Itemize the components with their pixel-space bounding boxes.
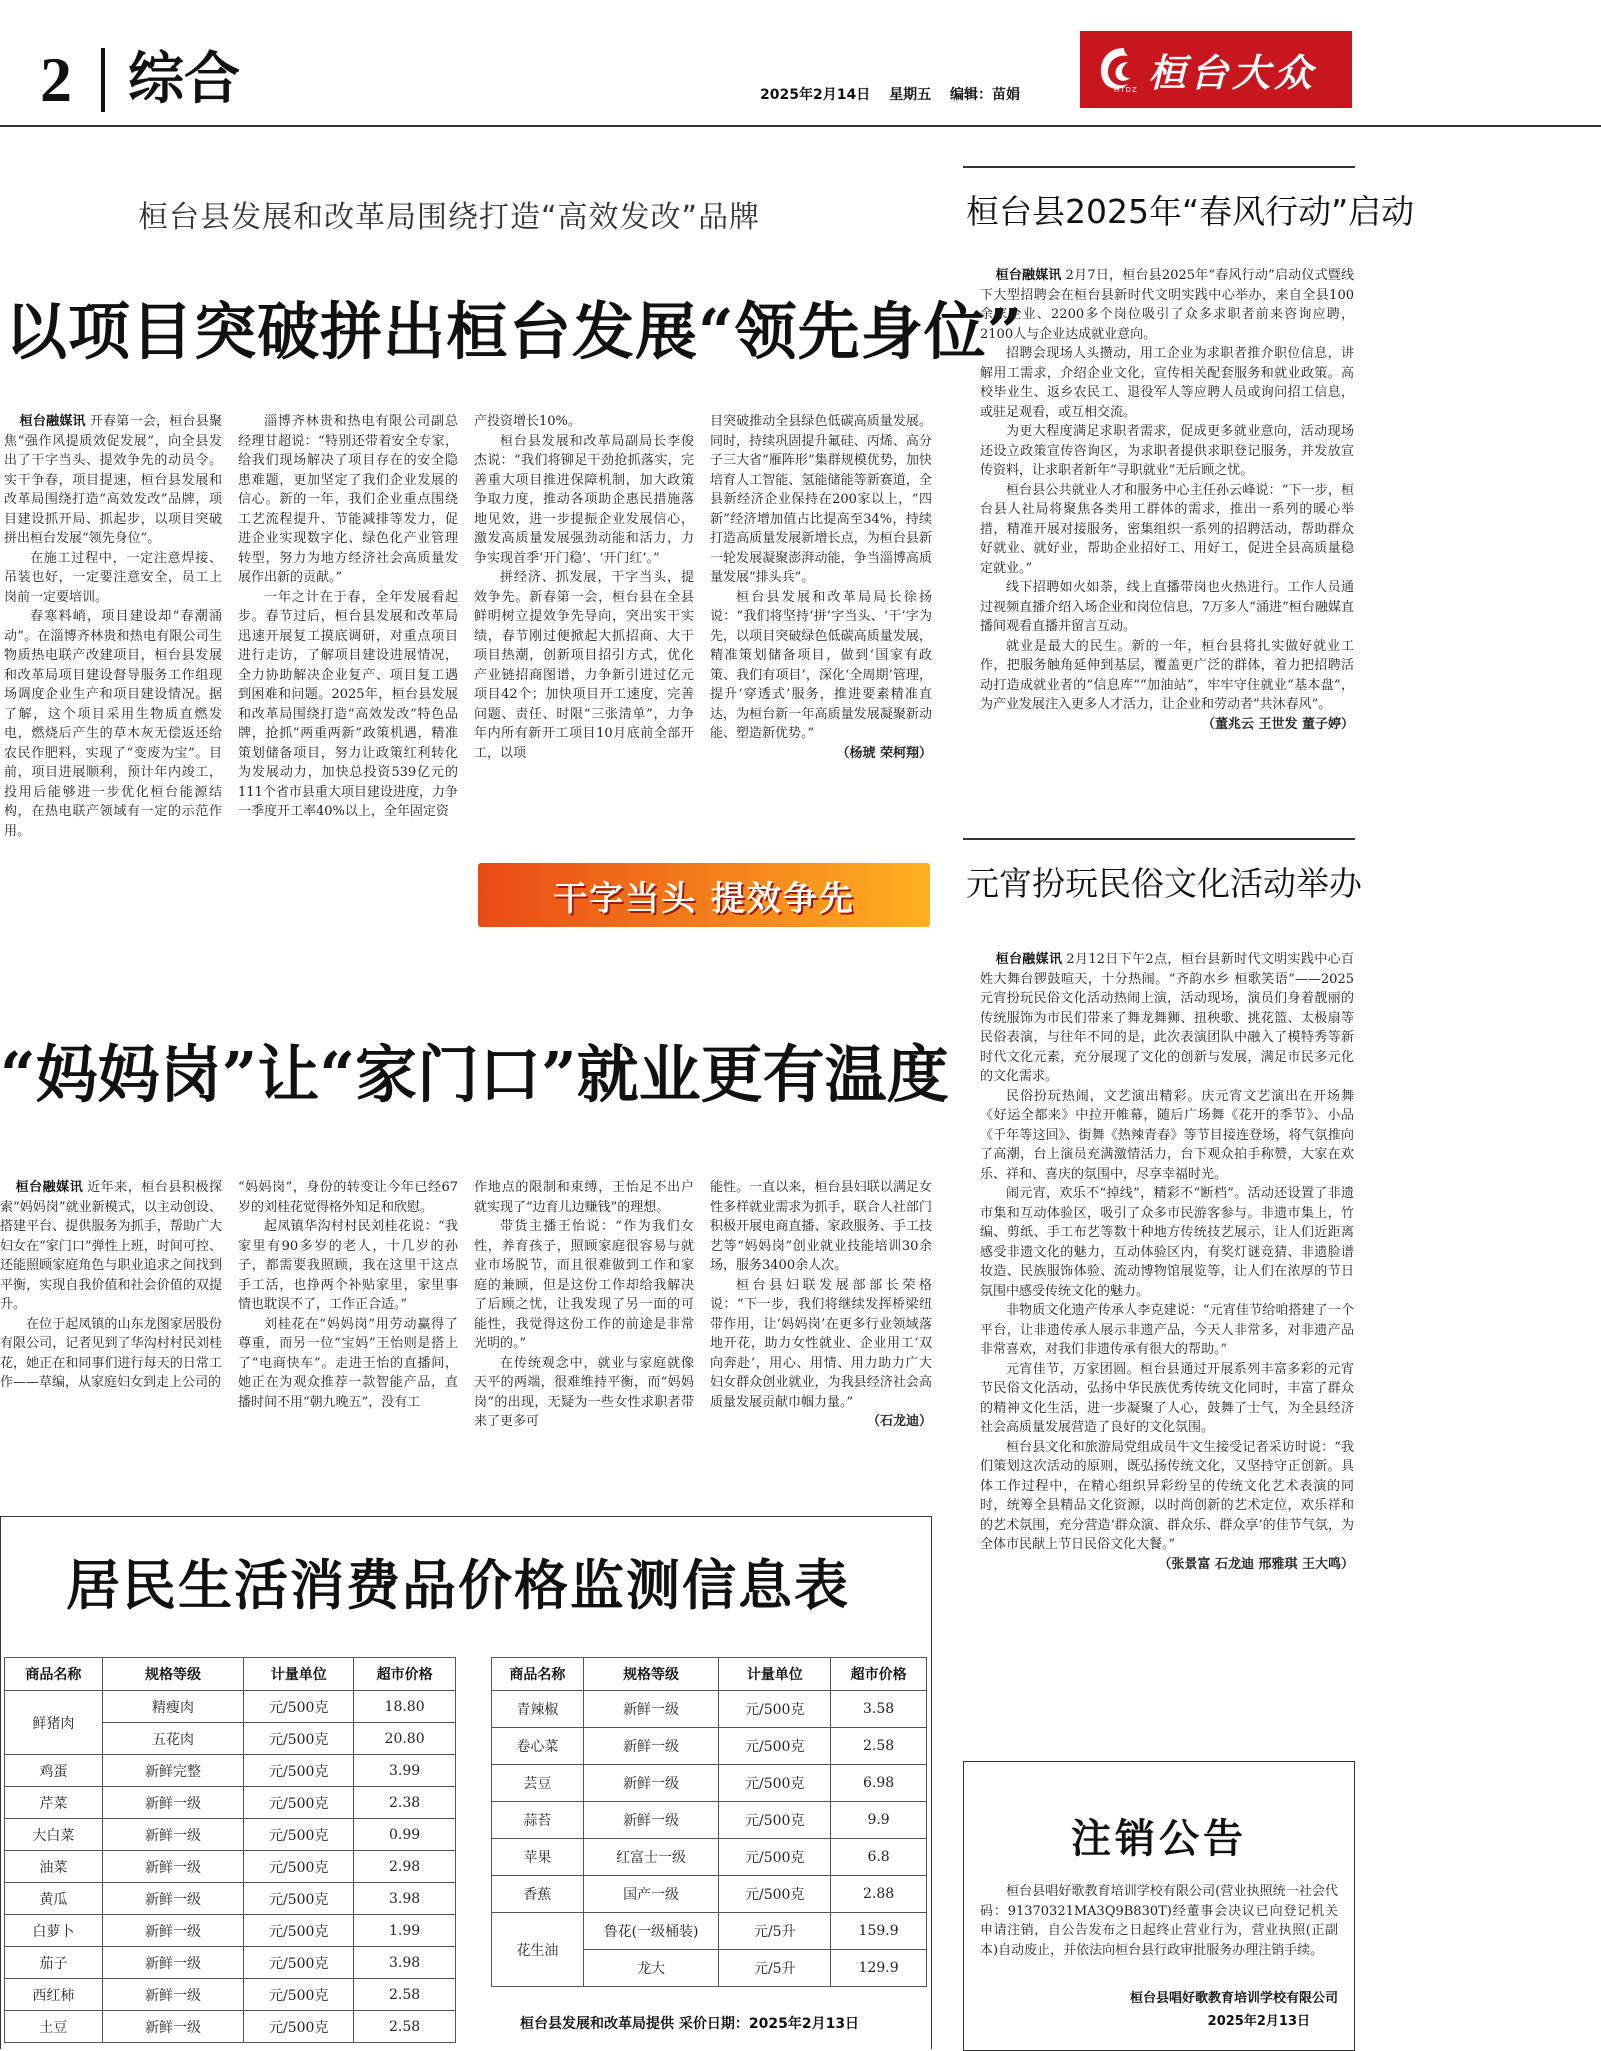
column-header: 计量单位 — [244, 1658, 354, 1691]
story3-headline: 桓台县2025年“春风行动”启动 — [966, 192, 1415, 231]
table-row — [492, 1876, 927, 1913]
item-name: 白萝卜 — [5, 1915, 103, 1947]
story4-top-rule — [963, 838, 1355, 840]
price-table-left — [4, 1657, 456, 2043]
table-row — [5, 2011, 456, 2043]
paragraph: 在施工过程中，一定注意焊接、吊装也好，一定要注意安全，员工上岗前一定要培训。 — [4, 550, 222, 605]
table-row — [5, 1883, 456, 1915]
item-unit: 元/500克 — [719, 1728, 831, 1765]
column-header: 规格等级 — [583, 1658, 719, 1691]
paragraph: 淄博齐林贵和热电有限公司副总经理甘超说：“特别还带着安全专家，给我们现场解决了项目存在的安全隐患难题，更加坚定了我们企业发展的信心。新的一年，我们企业重点围绕工艺流程提升、节能减排等发力，促进企业实现数字化、绿色化产业管理转型，努力为地方经济社会高质量发展作出新的贡献。” — [238, 414, 458, 585]
story1-headline: 以项目突破拼出桓台发展“领先身位” — [5, 295, 1024, 368]
item-name: 花生油 — [492, 1913, 584, 1987]
paragraph: 桓台县公共就业人才和服务中心主任孙云峰说：“下一步，桓台县人社局将聚焦各类用工群体的需求，推出一系列的暖心举措，精准开展对接服务，密集组织一系列的招聘活动，帮助群众好就业、就好业，帮助企业招好工、用好工，促进全县高质量稳定就业。” — [980, 482, 1354, 576]
item-spec: 新鲜一级 — [583, 1728, 719, 1765]
newspaper-logo — [1080, 31, 1352, 108]
paragraph: 在传统观念中，就业与家庭就像天平的两端，很难维持平衡，而“妈妈岗”的出现，无疑为一些女性求职者带来了更多可 — [474, 1355, 694, 1429]
item-name: 茄子 — [5, 1947, 103, 1979]
story3-body — [980, 266, 1354, 734]
item-spec: 新鲜一级 — [102, 1979, 244, 2011]
story1-column-2 — [238, 412, 458, 822]
paragraph: 在位于起凤镇的山东龙图家居股份有限公司，记者见到了华沟村村民刘桂花，她正在和同事们进行每天的日常工作——草编，从家庭妇女到走上公司的 — [0, 1316, 222, 1390]
paragraph: 起凤镇华沟村村民刘桂花说：“我家里有90多岁的老人，十几岁的孙子，都需要我照顾，我在这里干这点手工活，也挣两个补贴家里，家里事情也耽误不了，工作正合适。” — [238, 1219, 458, 1312]
source-tag: 桓台融媒讯 — [995, 952, 1063, 967]
item-unit: 元/500克 — [244, 2011, 354, 2043]
paragraph: 桓台县文化和旅游局党组成员牛文生接受记者采访时说：“我们策划这次活动的原则，既弘扬传统文化，又坚持守正创新。具体工作过程中，在精心组织异彩纷呈的传统文化艺术表演的同时，统筹全县精品文化资源，以时尚创新的艺术定位，欢乐祥和的艺术氛围，充分营造‘群众演、群众乐、群众享’的佳节气氛，为全体市民献上节日民俗文化大餐。” — [980, 1439, 1354, 1552]
table-header-row — [5, 1658, 456, 1691]
column-header: 商品名称 — [5, 1658, 103, 1691]
byline: （张景富 石龙迪 邢雅琪 王大鸣） — [1158, 1556, 1354, 1572]
paragraph: 一年之计在于春，全年发展看起步。春节过后，桓台县发展和改革局迅速开展复工摸底调研，对重点项目进行走访，了解项目建设进展情况，全力协助解决企业复产、项目复工遇到困难和问题。2025年，桓台县发展和改革局围绕打造“高效发改”特色品牌，抢抓“两重两新”政策机遇，精准策划储备项目，努力让政策红利转化为发展动力，加快总投资539亿元的111个省市县重大项目建设进度，力争一季度开工率40%以上，全年固定资 — [238, 589, 458, 819]
item-price: 2.58 — [831, 1728, 927, 1765]
paragraph: 产投资增长10%。 — [474, 414, 581, 429]
table-row — [492, 1765, 927, 1802]
column-header: 超市价格 — [354, 1658, 456, 1691]
byline: （石龙迪） — [866, 1414, 932, 1429]
story3-top-rule — [963, 166, 1355, 168]
story4-body — [980, 950, 1354, 1574]
table-row — [5, 1915, 456, 1947]
item-spec: 鲁花(一级桶装) — [583, 1913, 719, 1950]
table-row — [5, 1979, 456, 2011]
column-header: 商品名称 — [492, 1658, 584, 1691]
header-rule — [0, 125, 1601, 127]
story1-column-3 — [474, 412, 694, 763]
editor: 编辑：苗娟 — [949, 87, 1020, 103]
paragraph: 带货主播王怡说：“作为我们女性，养育孩子，照顾家庭很容易与就业市场脱节，而且很难做到工作和家庭的兼顾，但是这份工作却给我解决了后顾之忧，让我发现了另一面的可能性，我觉得这份工作的前途是非常光明的。” — [474, 1219, 694, 1351]
item-name: 卷心菜 — [492, 1728, 584, 1765]
item-spec: 龙大 — [583, 1950, 719, 1987]
item-unit: 元/500克 — [244, 1851, 354, 1883]
item-unit: 元/500克 — [244, 1979, 354, 2011]
item-price: 2.88 — [831, 1876, 927, 1913]
paragraph: 桓台县发展和改革局局长徐扬说：“我们将坚持‘拼’字当头、‘干’字为先，以项目突破绿色低碳高质量发展，精准策划储备项目，做到‘国家有政策、我们有项目’，深化‘全周期’管理，提升‘穿透式’服务，推进要素精准直达，为桓台新一年高质量发展凝聚新动能、塑造新优势。” — [710, 589, 932, 741]
item-name: 芹菜 — [5, 1787, 103, 1819]
paragraph: 作地点的限制和束缚，王怡足不出户就实现了“边育儿边赚钱”的理想。 — [474, 1180, 694, 1215]
story2-column-2 — [238, 1178, 458, 1412]
section-title: 综合 — [128, 47, 240, 112]
item-spec: 新鲜一级 — [102, 2011, 244, 2043]
item-price: 129.9 — [831, 1950, 927, 1987]
table-header-row — [492, 1658, 927, 1691]
item-unit: 元/500克 — [244, 1883, 354, 1915]
slogan-banner — [478, 863, 930, 927]
item-price: 2.58 — [354, 2011, 456, 2043]
issue-weekday: 星期五 — [889, 87, 932, 103]
item-name: 西红柿 — [5, 1979, 103, 2011]
item-price: 3.98 — [354, 1883, 456, 1915]
item-unit: 元/500克 — [244, 1915, 354, 1947]
item-spec: 新鲜一级 — [102, 1947, 244, 1979]
paragraph: 目突破推动全县绿色低碳高质量发展。同时，持续巩固提升氟硅、丙烯、高分子三大省“雁阵形”集群规模优势，加快培育人工智能、氢能储能等新赛道，全县新经济企业保持在200家以上，“四新”经济增加值占比提高至34%，持续打造高质量发展新增长点，为桓台县新一轮发展凝聚澎湃动能，争当淄博高质量发展“排头兵”。 — [710, 414, 932, 585]
item-name: 芸豆 — [492, 1765, 584, 1802]
item-spec: 新鲜一级 — [583, 1765, 719, 1802]
item-spec: 红富士一级 — [583, 1839, 719, 1876]
item-name: 蒜苔 — [492, 1802, 584, 1839]
source-tag: 桓台融媒讯 — [995, 268, 1062, 283]
paragraph: 刘桂花在“妈妈岗”用劳动赢得了尊重，而另一位“宝妈”王怡则是搭上了“电商快车”。走进王怡的直播间，她正在为观众推荐一款智能产品，直播时间不用“朝九晚五”，没有工 — [238, 1316, 458, 1410]
table-row — [5, 1691, 456, 1723]
logo-swirl-icon — [1094, 40, 1140, 100]
paragraph: 春寒料峭，项目建设却“春潮涌动”。在淄博齐林贵和热电有限公司生物质热电联产改建项目，桓台县发展和改革局项目建设督导服务工作组现场调度企业生产和项目建设情况。据了解，这个项目采用生物质直燃发电，燃烧后产生的草木灰无偿返还给农民作肥料，实现了“变废为宝”。目前，项目进展顺利，预计年内竣工，投用后能够进一步优化桓台能源结构，在热电联产领域有一定的示范作用。 — [4, 609, 222, 839]
item-spec: 精瘦肉 — [102, 1691, 244, 1723]
item-name: 黄瓜 — [5, 1883, 103, 1915]
table-row — [492, 1691, 927, 1728]
item-unit: 元/500克 — [719, 1765, 831, 1802]
paragraph: “妈妈岗”，身份的转变让今年已经67岁的刘桂花觉得格外知足和欣慰。 — [238, 1180, 458, 1215]
notice-date: 2025年2月13日 — [1207, 2014, 1310, 2029]
item-unit: 元/500克 — [719, 1691, 831, 1728]
item-name: 大白菜 — [5, 1819, 103, 1851]
item-price: 3.58 — [831, 1691, 927, 1728]
item-name: 鲜猪肉 — [5, 1691, 103, 1755]
item-spec: 新鲜一级 — [583, 1802, 719, 1839]
column-header: 规格等级 — [102, 1658, 244, 1691]
item-name: 苹果 — [492, 1839, 584, 1876]
item-price: 6.8 — [831, 1839, 927, 1876]
item-unit: 元/500克 — [244, 1755, 354, 1787]
story4-headline: 元宵扮玩民俗文化活动举办 — [966, 864, 1362, 903]
table-row — [5, 1851, 456, 1883]
issue-date: 2025年2月14日 — [760, 87, 871, 103]
price-table-right — [491, 1657, 927, 1987]
column-header: 超市价格 — [831, 1658, 927, 1691]
item-unit: 元/500克 — [244, 1723, 354, 1755]
header-divider — [101, 48, 105, 112]
story2-headline: “妈妈岗”让“家门口”就业更有温度 — [0, 1038, 949, 1111]
item-spec: 国产一级 — [583, 1876, 719, 1913]
source-tag: 桓台融媒讯 — [19, 414, 86, 429]
notice-body — [980, 1882, 1338, 1960]
table-row — [492, 1728, 927, 1765]
story2-column-1 — [0, 1178, 222, 1393]
price-table-source: 桓台县发展和改革局提供 采价日期：2025年2月13日 — [520, 2016, 860, 2032]
item-spec: 新鲜一级 — [102, 1851, 244, 1883]
item-price: 159.9 — [831, 1913, 927, 1950]
table-row — [5, 1947, 456, 1979]
item-unit: 元/5升 — [719, 1913, 831, 1950]
paragraph: 桓台县发展和改革局副局长李俊杰说：“我们将铆足干劲抢抓落实，完善重大项目推进保障机制，加大政策争取力度，推动各项助企惠民措施落地见效，进一步提振企业发展信心，激发高质量发展强劲动能和活力，力争实现首季‘开门稳’、‘开门红’。” — [474, 433, 694, 566]
table-row — [5, 1755, 456, 1787]
item-name: 土豆 — [5, 2011, 103, 2043]
item-spec: 新鲜一级 — [102, 1883, 244, 1915]
item-price: 2.58 — [354, 1979, 456, 2011]
item-price: 18.80 — [354, 1691, 456, 1723]
table-row — [5, 1819, 456, 1851]
paragraph: 能性。一直以来，桓台县妇联以满足女性多样就业需求为抓手，联合人社部门积极开展电商直播、家政服务、手工技艺等“妈妈岗”创业就业技能培训30余场，服务3400余人次。 — [710, 1180, 932, 1273]
header-info — [760, 84, 1034, 104]
notice-title: 注销公告 — [1071, 1816, 1247, 1862]
item-spec: 新鲜一级 — [583, 1691, 719, 1728]
item-unit: 元/500克 — [719, 1802, 831, 1839]
item-unit: 元/500克 — [719, 1839, 831, 1876]
paragraph: 拼经济、抓发展，干字当头，提效争先。新春第一会，桓台县在全县鲜明树立提效争先导向，突出实干实绩，春节刚过便掀起大抓招商、大干项目热潮，创新项目招引方式，优化产业链招商图谱，力争新引进过亿元项目42个；加快项目开工速度，完善问题、责任、时限“三张清单”，力争年内所有新开工项目10月底前全部开工，以项 — [474, 570, 694, 761]
item-price: 9.9 — [831, 1802, 927, 1839]
notice-organization: 桓台县唱好歌教育培训学校有限公司 — [1129, 1991, 1338, 2006]
item-price: 20.80 — [354, 1723, 456, 1755]
item-price: 2.98 — [354, 1851, 456, 1883]
table-row — [5, 1787, 456, 1819]
item-price: 0.99 — [354, 1819, 456, 1851]
item-spec: 新鲜一级 — [102, 1915, 244, 1947]
table-row — [492, 1913, 927, 1950]
item-spec: 新鲜一级 — [102, 1819, 244, 1851]
story2-column-3 — [474, 1178, 694, 1432]
item-price: 3.98 — [354, 1947, 456, 1979]
item-unit: 元/500克 — [719, 1876, 831, 1913]
item-price: 2.38 — [354, 1787, 456, 1819]
paragraph: 桓台县妇联发展部部长荣格说：“下一步，我们将继续发挥桥梁纽带作用，让‘妈妈岗’在更多行业领域落地开花，助力女性就业、企业用工‘双向奔赴’，用心、用情、用力助力广大妇女群众创业就业，为我县经济社会高质量发展贡献巾帼力量。” — [710, 1277, 932, 1410]
story1-column-1 — [4, 412, 222, 841]
column-header: 计量单位 — [719, 1658, 831, 1691]
paragraph: 桓台县唱好歌教育培训学校有限公司(营业执照统一社会代码：91370321MA3Q9B830T)经董事会决议已向登记机关申请注销，自公告发布之日起终止营业行为，营业执照(正副本)自动废止，并依法向桓台县行政审批服务办理注销手续。 — [980, 1884, 1338, 1958]
logo-subtext: HTDZ — [1114, 85, 1138, 94]
item-unit: 元/5升 — [719, 1950, 831, 1987]
item-name: 鸡蛋 — [5, 1755, 103, 1787]
slogan-text: 干字当头 提效争先 — [553, 878, 855, 919]
paragraph: 线下招聘如火如荼，线上直播带岗也火热进行。工作人员通过视频直播介绍入场企业和岗位信息，7万多人“涌进”桓台融媒直播间观看直播并留言互动。 — [980, 580, 1354, 634]
paragraph: 元宵佳节，万家团圆。桓台县通过开展系列丰富多彩的元宵节民俗文化活动，弘扬中华民族优秀传统文化同时，丰富了群众的精神文化生活，进一步凝聚了人心，鼓舞了士气，为全县经济社会高质量发展营造了良好的文化氛围。 — [980, 1361, 1354, 1435]
page-number: 2 — [40, 44, 72, 115]
price-table-title: 居民生活消费品价格监测信息表 — [66, 1553, 850, 1617]
item-name: 青辣椒 — [492, 1691, 584, 1728]
item-spec: 新鲜完整 — [102, 1755, 244, 1787]
paragraph: 就业是最大的民生。新的一年，桓台县将扎实做好就业工作，把服务触角延伸到基层，覆盖更广泛的群体，着力把招聘活动打造成就业者的“信息库”“加油站”，牢牢守住就业“基本盘”，为产业发展注入更多人才活力，让企业和劳动者“共沐春风”。 — [980, 638, 1354, 712]
paragraph: 非物质文化遗产传承人李克建说：“元宵佳节给咱搭建了一个平台，让非遗传承人展示非遗产品，今天人非常多，对非遗产品非常喜欢，对我们非遗传承有很大的帮助。” — [980, 1303, 1354, 1357]
item-name: 油菜 — [5, 1851, 103, 1883]
item-spec: 五花肉 — [102, 1723, 244, 1755]
item-unit: 元/500克 — [244, 1787, 354, 1819]
item-price: 3.99 — [354, 1755, 456, 1787]
story1-column-4 — [710, 412, 932, 763]
paragraph: 招聘会现场人头攒动，用工企业为求职者推介职位信息，讲解用工需求，介绍企业文化，宣传相关配套服务和就业政策。高校毕业生、返乡农民工、退役军人等应聘人员或询问招工信息，或驻足观看，或互相交流。 — [980, 346, 1354, 420]
paragraph: 桓台融媒讯 2月12日下午2点，桓台县新时代文明实践中心百姓大舞台锣鼓喧天，十分热闹。“齐韵水乡 桓歌笑语”——2025元宵扮玩民俗文化活动热闹上演，活动现场，演员们身着靓丽的传统服饰为市民们带来了舞龙舞狮、扭秧歌、挑花篮、太极扇等民俗表演，与往年不同的是，此次表演团队中融入了模特秀等新时代文化元素，充分展现了文化的创新与发展，满足市民多元化的文化需求。 — [980, 952, 1354, 1084]
paragraph: 桓台融媒讯 开春第一会，桓台县聚焦“强作风提质效促发展”，向全县发出了干字当头、提效争先的动员令。实干争春，项目提速，桓台县发展和改革局围绕打造“高效发改”品牌，项目建设抓开局、抓起步，以项目突破拼出桓台发展“领先身位”。 — [4, 414, 222, 546]
paragraph: 民俗扮玩热闹，文艺演出精彩。庆元宵文艺演出在开场舞《好运全都来》中拉开帷幕，随后广场舞《花开的季节》、小品《千年等这回》、街舞《热辣青春》等节目接连登场，将气氛推向了高潮，台上演员充满激情活力，台下观众拍手称赞，大家在欢乐、祥和、喜庆的氛围中，尽享幸福时光。 — [980, 1088, 1354, 1182]
item-name: 香蕉 — [492, 1876, 584, 1913]
item-unit: 元/500克 — [244, 1691, 354, 1723]
table-row — [492, 1839, 927, 1876]
item-unit: 元/500克 — [244, 1819, 354, 1851]
item-price: 1.99 — [354, 1915, 456, 1947]
byline: （董兆云 王世发 董子婷） — [1201, 716, 1354, 732]
byline: （杨琥 荣柯翔） — [836, 745, 932, 761]
paragraph: 桓台融媒讯 2月7日，桓台县2025年“春风行动”启动仪式暨线下大型招聘会在桓台县新时代文明实践中心举办，来自全县100余家企业、2200多个岗位吸引了众多求职者前来咨询应聘，2100人与企业达成就业意向。 — [980, 268, 1354, 342]
paragraph: 闹元宵，欢乐不“掉线”，精彩不“断档”。活动还设置了非遗市集和互动体验区，吸引了众多市民游客参与。非遗市集上，竹编、剪纸、手工布艺等数十种地方传统技艺展示，让人们近距离感受非遗文化的魅力，互动体验区内，有奖灯谜竞猜、非遗脸谱妆造、民族服饰体验、流动博物馆展览等，让人们在浓厚的节日氛围中感受传统文化的魅力。 — [980, 1186, 1354, 1299]
paragraph: 桓台融媒讯 近年来，桓台县积极探索“妈妈岗”就业新模式，以主动创设、搭建平台、提供服务为抓手，帮助广大妇女在“家门口”弹性上班，时间可控、还能照顾家庭角色与职业追求之间找到平衡，实现自我价值和社会价值的双提升。 — [0, 1180, 222, 1312]
item-spec: 新鲜一级 — [102, 1787, 244, 1819]
story1-subtitle: 桓台县发展和改革局围绕打造“高效发改”品牌 — [138, 200, 761, 235]
source-tag: 桓台融媒讯 — [15, 1180, 84, 1195]
item-unit: 元/500克 — [244, 1947, 354, 1979]
logo-name: 桓台大众 — [1148, 50, 1317, 95]
item-price: 6.98 — [831, 1765, 927, 1802]
paragraph: 为更大程度满足求职者需求，促成更多就业意向，活动现场还设立政策宣传咨询区，为求职者提供求职登记服务，并发放宣传资料，让求职者新年“寻职就业”无后顾之忧。 — [980, 424, 1354, 478]
table-row — [492, 1802, 927, 1839]
story2-column-4 — [710, 1178, 932, 1432]
